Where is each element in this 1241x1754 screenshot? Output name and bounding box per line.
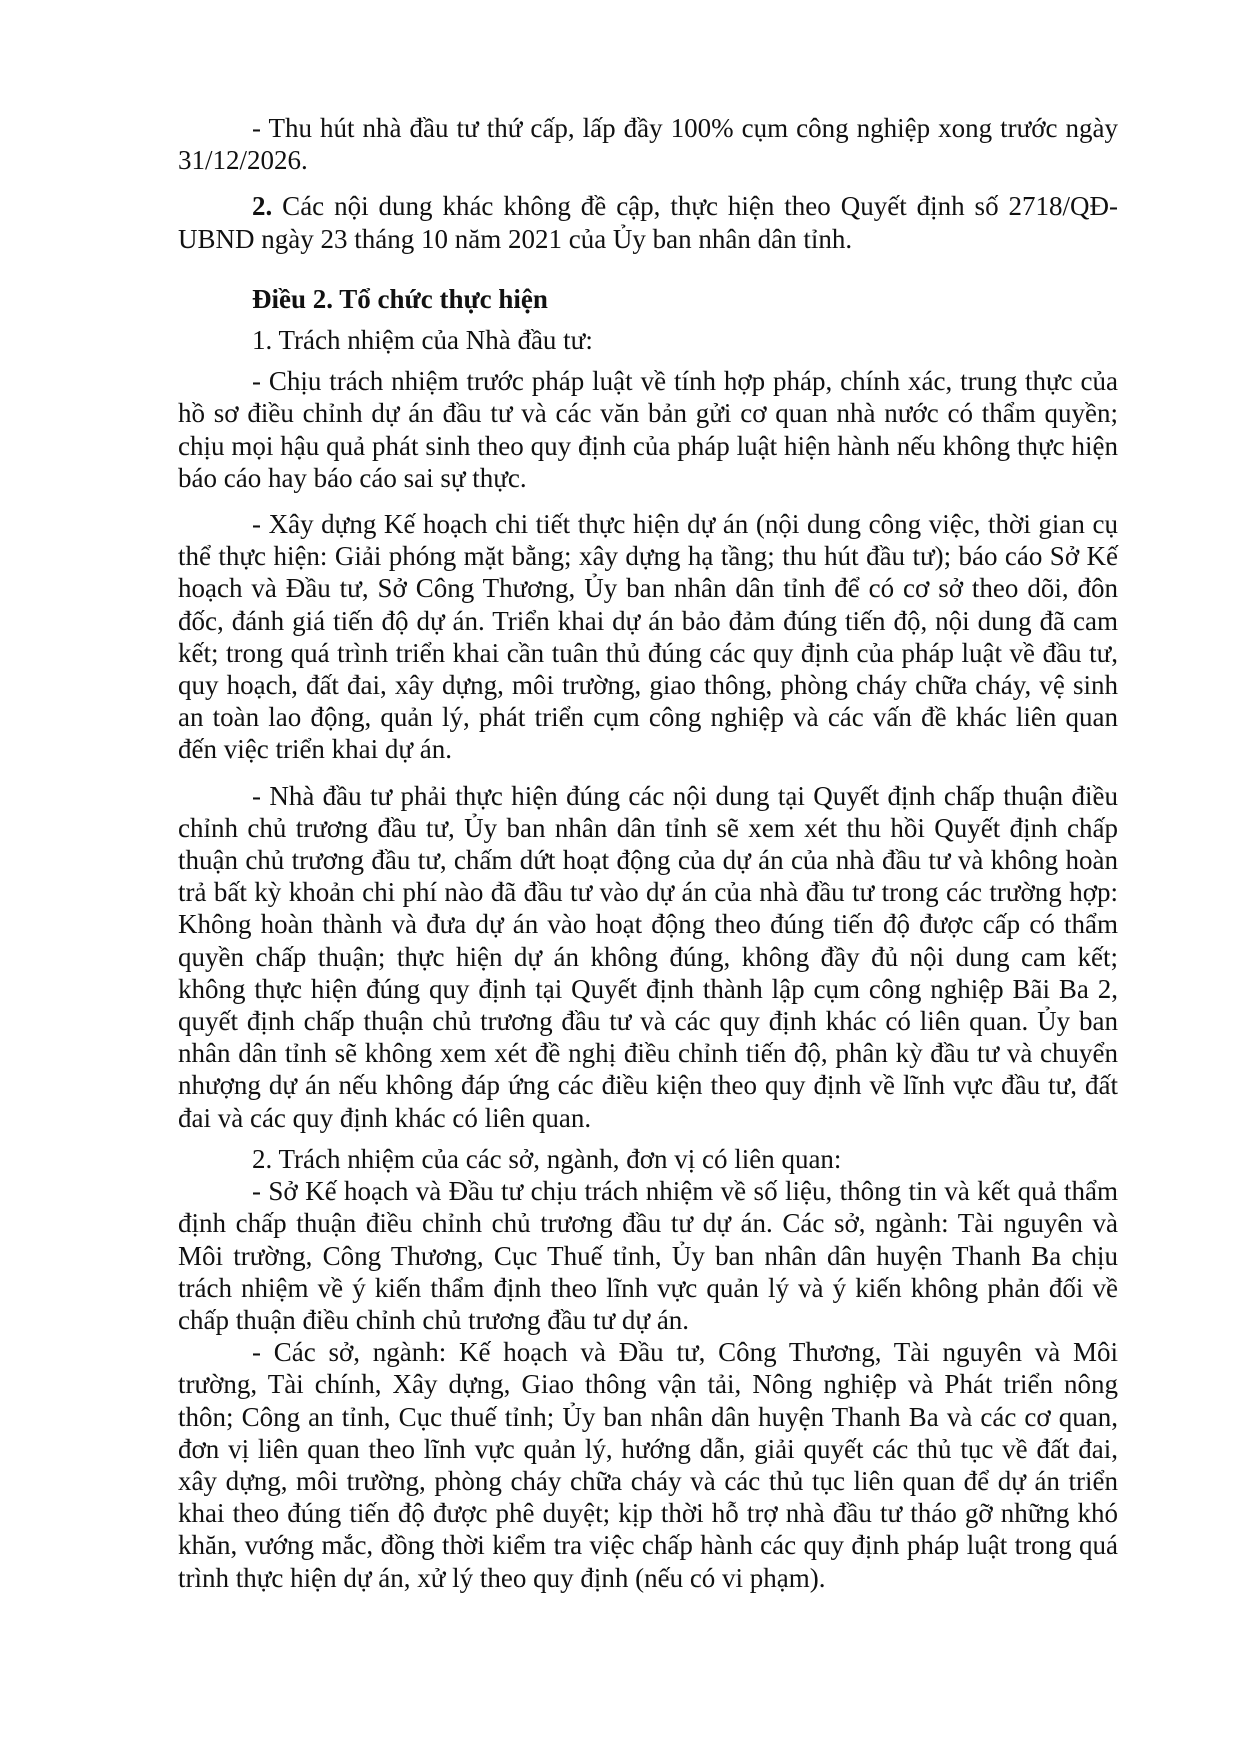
section-1-bullet-3: - Nhà đầu tư phải thực hiện đúng các nội dung tại Quyết định chấp thuận điều chỉnh chủ trương đầu tư, Ủy ban nhân dân tỉnh sẽ xem xét thu hồi Quyết định chấp thuận chủ trương đầu tư, chấm dứt hoạt động của dự án của nhà đầu tư và không hoàn trả bất kỳ khoản chi phí nào đã đầu tư vào dự án của nhà đầu tư trong các trường hợp: Không hoàn thành và đưa dự án vào hoạt động theo đúng tiến độ được cấp có thẩm quyền chấp thuận; thực hiện dự án không đúng, không đầy đủ nội dung cam kết; không thực hiện đúng quy định tại Quyết định thành lập cụm công nghiệp Bãi Ba 2, quyết định chấp thuận chủ trương đầu tư và các quy định khác có liên quan. Ủy ban nhân dân tỉnh sẽ không xem xét đề nghị điều chỉnh tiến độ, phân kỳ đầu tư và chuyển nhượng dự án nếu không đáp ứng các điều kiện theo quy định về lĩnh vực đầu tư, đất đai và các quy định khác có liên quan. — [178, 780, 1118, 1133]
item-2-text: Các nội dung khác không đề cập, thực hiện theo Quyết định số 2718/QĐ-UBND ngày 23 tháng 10 năm 2021 của Ủy ban nhân dân tỉnh. — [178, 191, 1118, 254]
section-2-title: 2. Trách nhiệm của các sở, ngành, đơn vị có liên quan: — [252, 1143, 842, 1174]
section-1-bullet-1: - Chịu trách nhiệm trước pháp luật về tính hợp pháp, chính xác, trung thực của hồ sơ điều chỉnh dự án đầu tư và các văn bản gửi cơ quan nhà nước có thẩm quyền; chịu mọi hậu quả phát sinh theo quy định của pháp luật hiện hành nếu không thực hiện báo cáo hay báo cáo sai sự thực. — [178, 366, 1118, 493]
section-2-bullet-2: - Các sở, ngành: Kế hoạch và Đầu tư, Công Thương, Tài nguyên và Môi trường, Tài chính, Xây dựng, Giao thông vận tải, Nông nghiệp và Phát triển nông thôn; Công an tỉnh, Cục thuế tỉnh; Ủy ban nhân dân huyện Thanh Ba và các cơ quan, đơn vị liên quan theo lĩnh vực quản lý, hướng dẫn, giải quyết các thủ tục về đất đai, xây dựng, môi trường, phòng cháy chữa cháy và các thủ tục liên quan để dự án triển khai theo đúng tiến độ được phê duyệt; kịp thời hỗ trợ nhà đầu tư tháo gỡ những khó khăn, vướng mắc, đồng thời kiểm tra việc chấp hành các quy định pháp luật trong quá trình thực hiện dự án, xử lý theo quy định (nếu có vi phạm). — [178, 1337, 1118, 1593]
item-2-number: 2. — [252, 191, 273, 222]
paragraph-item-2 — [178, 190, 1118, 254]
article-2-heading: Điều 2. Tổ chức thực hiện — [252, 283, 548, 314]
section-1-title: 1. Trách nhiệm của Nhà đầu tư: — [252, 325, 593, 356]
paragraph-attract-investors: - Thu hút nhà đầu tư thứ cấp, lấp đầy 100% cụm công nghiệp xong trước ngày 31/12/2026. — [178, 113, 1118, 176]
section-1-bullet-2: - Xây dựng Kế hoạch chi tiết thực hiện dự án (nội dung công việc, thời gian cụ thể thực hiện: Giải phóng mặt bằng; xây dựng hạ tầng; thu hút đầu tư); báo cáo Sở Kế hoạch và Đầu tư, Sở Công Thương, Ủy ban nhân dân tỉnh để có cơ sở theo dõi, đôn đốc, đánh giá tiến độ dự án. Triển khai dự án bảo đảm đúng tiến độ, nội dung đã cam kết; trong quá trình triển khai cần tuân thủ đúng các quy định của pháp luật về đầu tư, quy hoạch, đất đai, xây dựng, môi trường, giao thông, phòng cháy chữa cháy, vệ sinh an toàn lao động, quản lý, phát triển cụm công nghiệp và các vấn đề khác liên quan đến việc triển khai dự án. — [178, 509, 1118, 765]
section-2-bullet-1: - Sở Kế hoạch và Đầu tư chịu trách nhiệm về số liệu, thông tin và kết quả thẩm định chấp thuận điều chỉnh chủ trương đầu tư dự án. Các sở, ngành: Tài nguyên và Môi trường, Công Thương, Cục Thuế tỉnh, Ủy ban nhân dân huyện Thanh Ba chịu trách nhiệm về ý kiến thẩm định theo lĩnh vực quản lý và ý kiến không phản đối về chấp thuận điều chỉnh chủ trương đầu tư dự án. — [178, 1176, 1118, 1335]
document-page — [178, 112, 1118, 1594]
